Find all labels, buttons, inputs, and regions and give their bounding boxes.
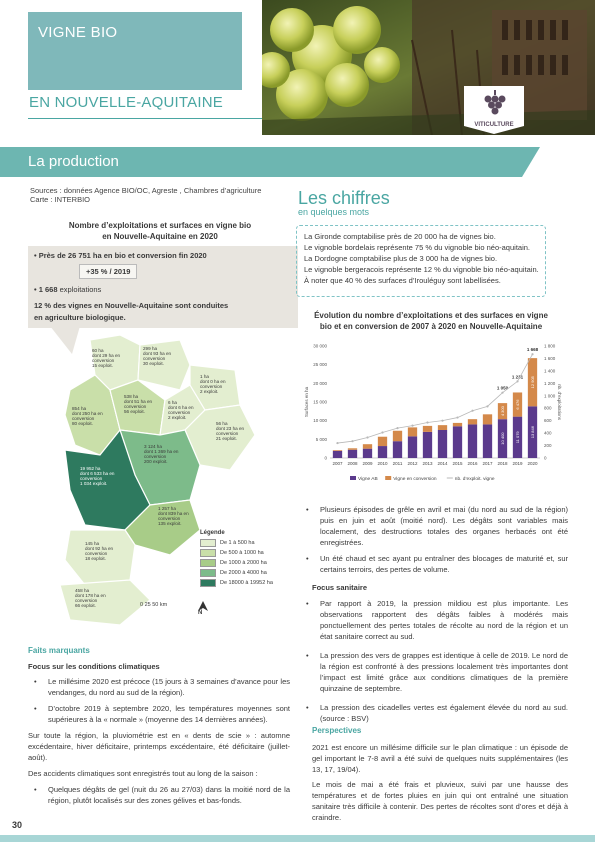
- region-label: 1 ha: [200, 374, 209, 379]
- bar-conversion: [348, 448, 357, 449]
- stat-growth-badge: +35 % / 2019: [79, 264, 137, 279]
- chiffres-line: À noter que 40 % des surfaces d’Irouléguy sont labellisées.: [304, 276, 501, 285]
- legend-item: [200, 559, 280, 567]
- faits-bullets: [28, 676, 290, 811]
- region-label: 30 exploit.: [143, 361, 164, 366]
- legend-label: De 1 à 500 ha: [220, 540, 255, 546]
- bar-conversion: [483, 414, 492, 424]
- chart-legend-swatch: [350, 476, 356, 480]
- line-point: [471, 410, 473, 412]
- y2-tick-label: 600: [544, 418, 552, 424]
- region-label: conversion: [80, 476, 103, 481]
- legend-title: Légende: [200, 530, 225, 536]
- bar-inner-label: 13 846: [530, 426, 535, 439]
- bar-top-label: 1 231: [511, 374, 524, 380]
- stat-farms-label: exploitations: [59, 285, 102, 294]
- chart-title-line1: Évolution du nombre d’exploitations et des surfaces en vigne: [314, 311, 548, 320]
- x-tick-label: 2014: [437, 461, 448, 466]
- region-label: dont 6 ha en: [168, 405, 194, 410]
- y-tick-label: 10 000: [313, 418, 327, 424]
- legend-label: De 2000 à 4000 ha: [220, 570, 267, 576]
- chart-legend-swatch: [385, 476, 391, 480]
- legend-item: [200, 539, 280, 547]
- y-axis-label: Surfaces en ha: [304, 386, 309, 418]
- perspectives-title: Perspectives: [312, 726, 362, 735]
- evolution-chart-svg: [300, 340, 562, 490]
- region-label: 56 ha: [216, 421, 228, 426]
- bar-conversion: [378, 437, 387, 446]
- bar-conversion: [438, 425, 447, 430]
- sanitaire-bullet: • La pression des vers de grappes est identique à celle de 2019. Le nord de la région est confronté à des pressions localement très importantes dont l’impact est limité grâce aux conditions climatiques de la première quinzaine de septembre.: [300, 650, 568, 694]
- region-pyrenees-atlantiques: [60, 580, 150, 625]
- bar-ab: [453, 426, 462, 458]
- x-tick-label: 2015: [452, 461, 463, 466]
- region-label: dont 0 ha en: [200, 379, 226, 384]
- header-photo: [262, 0, 595, 135]
- chart-legend-label: Vigne en conversion: [393, 477, 437, 482]
- y2-tick-label: 1 200: [544, 380, 556, 386]
- bar-ab: [393, 441, 402, 458]
- bar-conversion: [423, 426, 432, 432]
- region-label: 145 ha: [85, 541, 100, 546]
- map-credit: Carte : INTERBIO: [30, 195, 91, 204]
- bar-top-label: 1 668: [526, 347, 539, 353]
- bar-ab: [348, 450, 357, 458]
- perspectives-para1: 2021 est encore un millésime difficile sur le plan climatique : un épisode de gel important le 7-8 avril a été suivi de quelques nuits supplémentaires (les 13, 17, 19/04).: [312, 743, 568, 774]
- perspectives-para2: Le mois de mai a été frais et pluvieux, suivi par une hausse des températures et de fortes pluies en juin qui ont entraîné une situation sanitaire très difficile à contenir. Des pertes de récoltes sont d’ores et déjà à craindre.: [312, 780, 568, 822]
- x-tick-label: 2018: [497, 461, 508, 466]
- line-point: [351, 440, 353, 442]
- legend-swatch: [200, 539, 216, 547]
- line-point: [426, 421, 428, 423]
- x-tick-label: 2009: [362, 461, 373, 466]
- legend-swatch: [200, 579, 216, 587]
- bar-ab: [483, 424, 492, 458]
- stat-farms: • 1 668 exploitations: [34, 285, 102, 294]
- sanitaire-title: Focus sanitaire: [312, 583, 368, 592]
- region-label: dont 23 ha en: [216, 426, 245, 431]
- stat-farms-number: 1 668: [38, 285, 58, 294]
- climate-bullet: • Un été chaud et sec ayant pu entraîner des blocages de maturité et, sur certains terroirs, des pertes de volume.: [300, 553, 568, 575]
- chiffres-line: Le vignoble bergeracois représente 12 % du vignoble bio néo-aquitain.: [304, 265, 539, 274]
- line-point: [456, 416, 458, 418]
- region-label: dont 51 ha en: [124, 399, 153, 404]
- y2-tick-label: 0: [544, 455, 547, 461]
- stat-share-line1: 12 % des vignes en Nouvelle-Aquitaine sont conduites: [34, 301, 229, 310]
- faits-para-rain: Sur toute la région, la pluviométrie est en « dents de scie » : automne excédentaire, hiver déficitaire, printemps excédentaire, été déficitaire (juillet-août).: [28, 731, 290, 762]
- region-label: 200 exploit.: [144, 459, 168, 464]
- bar-conversion: [408, 427, 417, 436]
- region-label: 2 exploit.: [168, 415, 187, 420]
- legend-swatch: [200, 559, 216, 567]
- region-label: 299 ha: [143, 346, 158, 351]
- legend-item: [200, 549, 280, 557]
- x-tick-label: 2017: [482, 461, 493, 466]
- bar-ab: [423, 432, 432, 458]
- north-label: N: [198, 610, 203, 616]
- sources-line: Sources : données Agence BIO/OC, Agreste , Chambres d’agriculture: [30, 186, 262, 195]
- faits-title: Faits marquants: [28, 646, 90, 655]
- region-label: conversion: [200, 384, 223, 389]
- map-scale: 0 25 50 km: [140, 602, 168, 608]
- chiffres-subtitle: en quelques mots: [298, 207, 370, 217]
- faits-bullet: • Le millésime 2020 est précoce (15 jours à 3 semaines d’avance pour les vendanges, du nord au sud de la région).: [28, 676, 290, 698]
- region-label: conversion: [158, 516, 181, 521]
- stat-surface-text: Près de 26 751 ha en bio et conversion fin 2020: [38, 251, 207, 260]
- sanitaire-bullet: • Par rapport à 2019, la pression mildiou est plus importante. Les observations rapportent des dégâts faibles à modérés mais ponctuellement des pertes totales de récolte au nord de la région et un état sanitaire correct au sud.: [300, 598, 568, 642]
- climate-bullet: • Plusieurs épisodes de grêle en avril et mai (du nord au sud de la région) puis en juin et août (moitié nord). Les dégâts sont variables mais localement, des destructions totales des organes herbacés ont été enregistrées.: [300, 504, 568, 548]
- stat-surface: • Près de 26 751 ha en bio et conversion fin 2020: [34, 251, 207, 260]
- region-label: 18 exploit.: [85, 556, 106, 561]
- stat-share: [34, 300, 228, 324]
- region-label: conversion: [168, 410, 191, 415]
- x-tick-label: 2011: [392, 461, 403, 466]
- page-title: VIGNE BIO: [38, 24, 118, 41]
- viticulture-badge: [464, 86, 524, 134]
- region-label: 6 ha: [168, 400, 177, 405]
- evolution-chart: [300, 340, 562, 490]
- region-label: 3 124 ha: [144, 444, 162, 449]
- legend-swatch: [200, 569, 216, 577]
- region-label: dont 29 ha en: [92, 353, 121, 358]
- faits-para-accidents: Des accidents climatiques sont enregistrés tout au long de la saison :: [28, 769, 258, 778]
- region-label: dont 92 ha en: [85, 546, 114, 551]
- region-label: 56 exploit.: [124, 409, 145, 414]
- map-title: [40, 220, 280, 242]
- faits-bullet: • D’octobre 2019 à septembre 2020, les températures moyennes sont supérieures à la « normale » (moyenne des 14 dernières années).: [28, 703, 290, 725]
- line-point: [336, 442, 338, 444]
- line-point: [411, 425, 413, 427]
- region-label: dont 1 369 ha en: [144, 449, 179, 454]
- y-tick-label: 0: [324, 455, 327, 461]
- region-label: 1 257 ha: [158, 506, 176, 511]
- region-label: 2 exploit.: [200, 389, 219, 394]
- faits-bullet: • Quelques dégâts de gel (nuit du 26 au 27/03) dans la moitié nord de la région, plutôt localisés sur des zones gélives et bas-fonds.: [28, 784, 290, 806]
- region-label: conversion: [216, 431, 239, 436]
- bar-ab: [378, 446, 387, 458]
- region-label: conversion: [144, 454, 167, 459]
- region-label: dont 6 533 ha en: [80, 471, 115, 476]
- y2-tick-label: 1 800: [544, 343, 556, 349]
- chart-legend-label: nb. d’exploit. vigne: [454, 477, 495, 482]
- region-label: 60 ha: [92, 348, 104, 353]
- y2-tick-label: 200: [544, 443, 552, 449]
- x-tick-label: 2007: [332, 461, 343, 466]
- map-title-line2: en Nouvelle-Aquitaine en 2020: [102, 232, 218, 241]
- bar-inner-label: 10 400: [500, 432, 505, 445]
- bar-inner-label: 6 476: [515, 399, 520, 410]
- line-point: [486, 405, 488, 407]
- chiffres-list: [304, 231, 544, 286]
- chiffres-line: La Dordogne comptabilise plus de 3 000 ha de vignes bio.: [304, 254, 498, 263]
- y-tick-label: 20 000: [313, 380, 327, 386]
- chiffres-title: Les chiffres: [298, 188, 390, 208]
- chart-legend-label: Vigne AB: [358, 477, 378, 482]
- x-tick-label: 2008: [347, 461, 358, 466]
- bar-top-label: 1 050: [496, 385, 509, 391]
- chart-title: [300, 310, 562, 332]
- footer-bar: [0, 835, 595, 842]
- chiffres-line: La Gironde comptabilise près de 20 000 ha de vignes bio.: [304, 232, 496, 241]
- page-subtitle: EN NOUVELLE-AQUITAINE: [29, 94, 223, 111]
- bar-ab: [333, 451, 342, 458]
- bar-ab: [438, 430, 447, 458]
- region-label: 19 952 ha: [80, 466, 101, 471]
- line-point: [396, 427, 398, 429]
- bar-conversion: [453, 423, 462, 426]
- region-label: conversion: [143, 356, 166, 361]
- header-divider: [28, 118, 266, 119]
- sanitaire-bullet: • La pression des cicadelles vertes est également élevée du nord au sud. (source : BSV): [300, 702, 568, 724]
- line-point: [501, 392, 503, 394]
- x-tick-label: 2019: [512, 461, 523, 466]
- y2-tick-label: 800: [544, 405, 552, 411]
- bar-conversion: [468, 419, 477, 424]
- x-tick-label: 2016: [467, 461, 478, 466]
- x-tick-label: 2010: [377, 461, 388, 466]
- legend-item: [200, 569, 280, 577]
- line-point: [366, 436, 368, 438]
- stat-share-line2: en agriculture biologique.: [34, 313, 126, 322]
- y2-tick-label: 1 600: [544, 355, 556, 361]
- region-label: dont 839 ha en: [158, 511, 189, 516]
- chiffres-line: Le vignoble bordelais représente 75 % du vignoble bio néo-aquitain.: [304, 243, 530, 252]
- y-tick-label: 30 000: [313, 343, 327, 349]
- legend-label: De 1000 à 2000 ha: [220, 560, 267, 566]
- x-tick-label: 2020: [527, 461, 538, 466]
- region-label: 854 ha: [72, 406, 87, 411]
- region-label: conversion: [92, 358, 115, 363]
- y-tick-label: 25 000: [313, 362, 327, 368]
- region-label: 538 ha: [124, 394, 139, 399]
- region-label: 21 exploit.: [216, 436, 237, 441]
- region-label: 135 exploit.: [158, 521, 182, 526]
- x-tick-label: 2013: [422, 461, 433, 466]
- faits-focus-title: Focus sur les conditions climatiques: [28, 662, 160, 671]
- bar-conversion: [333, 450, 342, 451]
- line-point: [516, 380, 518, 382]
- region-label: 458 ha: [75, 588, 90, 593]
- sanitaire-bullets: [300, 598, 568, 729]
- bar-ab: [468, 424, 477, 458]
- region-label: dont 93 ha en: [143, 351, 172, 356]
- legend-item: [200, 579, 280, 587]
- region-label: conversion: [85, 551, 108, 556]
- bar-ab: [363, 449, 372, 458]
- y-tick-label: 15 000: [313, 399, 327, 405]
- right-bullets: [300, 504, 568, 580]
- map-title-line1: Nombre d’exploitations et surfaces en vigne bio: [68, 221, 252, 230]
- badge-label: VITICULTURE: [474, 122, 514, 128]
- x-tick-label: 2012: [407, 461, 418, 466]
- y-tick-label: 5 000: [315, 436, 327, 442]
- legend-label: De 500 à 1000 ha: [220, 550, 264, 556]
- region-map: [40, 330, 280, 630]
- bar-ab: [408, 436, 417, 458]
- legend-swatch: [200, 549, 216, 557]
- region-label: conversion: [124, 404, 147, 409]
- region-label: conversion: [72, 416, 95, 421]
- y2-tick-label: 1 400: [544, 368, 556, 374]
- map-legend: [200, 530, 280, 589]
- y2-tick-label: 400: [544, 430, 552, 436]
- region-label: dont 250 ha en: [72, 411, 103, 416]
- region-label: 80 exploit.: [72, 421, 93, 426]
- line-point: [441, 420, 443, 422]
- y2-tick-label: 1 000: [544, 393, 556, 399]
- line-point: [531, 353, 533, 355]
- chart-title-line2: bio et en conversion de 2007 à 2020 en Nouvelle-Aquitaine: [319, 322, 543, 331]
- line-point: [381, 431, 383, 433]
- section-banner-label: La production: [28, 153, 119, 170]
- region-label: 15 exploit.: [92, 363, 113, 368]
- bar-inner-label: 11 079: [515, 431, 520, 444]
- y2-axis-label: nb. d’exploitations: [557, 383, 562, 421]
- region-label: conversion: [75, 598, 98, 603]
- bar-inner-label: 12 905: [530, 376, 535, 389]
- bar-inner-label: 4 300: [500, 406, 505, 417]
- page-number: 30: [12, 820, 23, 830]
- legend-label: De 18000 à 19952 ha: [220, 580, 273, 586]
- region-label: 66 exploit.: [75, 603, 96, 608]
- bar-conversion: [363, 444, 372, 448]
- region-label: 1 034 exploit.: [80, 481, 108, 486]
- bar-conversion: [393, 431, 402, 441]
- region-label: dont 178 ha en: [75, 593, 106, 598]
